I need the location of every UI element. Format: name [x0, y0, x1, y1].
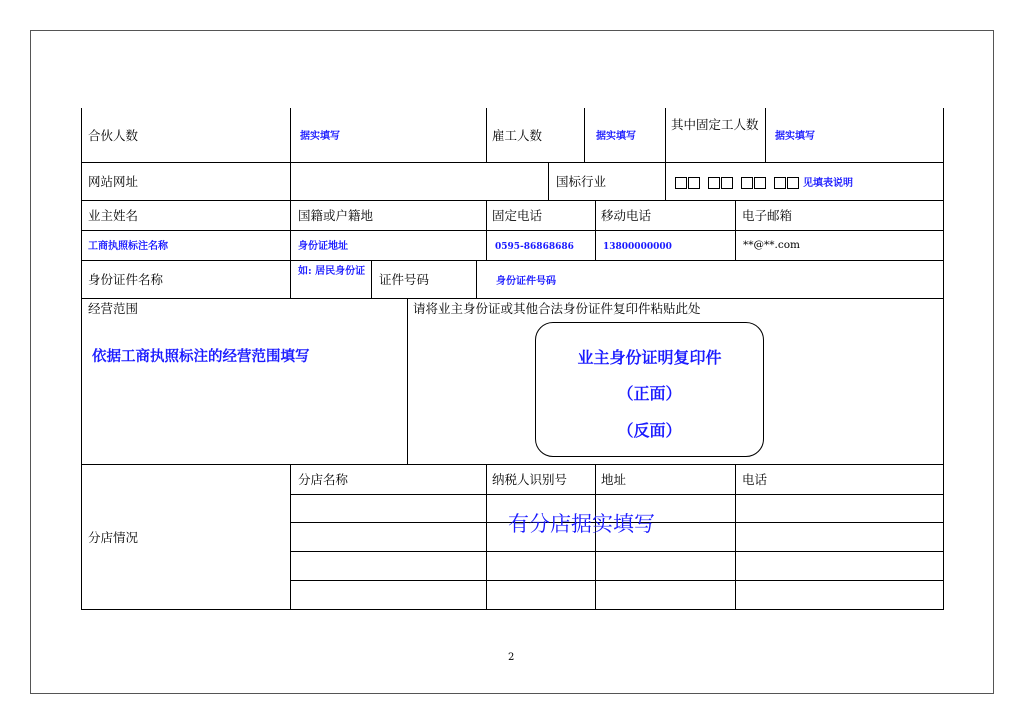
owner-name-label: 业主姓名 [88, 208, 139, 223]
employees-label: 雇工人数 [492, 128, 543, 143]
scope-label: 经营范围 [88, 301, 139, 316]
email-label: 电子邮箱 [742, 208, 793, 223]
landline-value: 0595-86868686 [495, 242, 574, 252]
industry-label: 国标行业 [556, 174, 607, 189]
nationality-value: 身份证地址 [298, 241, 348, 252]
email-value: **@**.com [743, 239, 800, 251]
id-number-label: 证件号码 [379, 272, 430, 287]
code-box-group [774, 175, 800, 189]
mobile-value: 13800000000 [603, 242, 672, 252]
branch-note: 有分店据实填写 [508, 512, 655, 536]
branch-phone-header: 电话 [742, 472, 768, 487]
fixed-employees-label: 其中固定工人数 [671, 117, 759, 132]
landline-label: 固定电话 [492, 208, 543, 223]
nationality-label: 国籍或户籍地 [298, 208, 374, 223]
id-copy-back: （反面） [617, 421, 682, 440]
id-copy-title: 业主身份证明复印件 [577, 348, 722, 367]
id-doc-label: 身份证件名称 [88, 272, 164, 287]
id-copy-placeholder [535, 322, 764, 457]
industry-code-boxes [675, 175, 853, 191]
website-label: 网站网址 [88, 174, 139, 189]
id-number-value: 身份证件号码 [496, 276, 556, 287]
paste-instruction: 请将业主身份证或其他合法身份证件复印件粘贴此处 [413, 301, 701, 316]
code-box-group [675, 175, 701, 189]
industry-note: 见填表说明 [803, 178, 853, 189]
id-doc-value: 如: 居民身份证 [298, 266, 366, 277]
branch-name-header: 分店名称 [298, 472, 349, 487]
employees-value: 据实填写 [596, 131, 636, 142]
code-box-group [708, 175, 734, 189]
partners-label: 合伙人数 [88, 128, 139, 143]
mobile-label: 移动电话 [601, 208, 652, 223]
branch-tax-header: 纳税人识别号 [492, 472, 568, 487]
code-box-group [741, 175, 767, 189]
scope-value: 依据工商执照标注的经营范围填写 [92, 348, 310, 365]
owner-name-value: 工商执照标注名称 [88, 241, 168, 252]
branch-label: 分店情况 [88, 530, 139, 545]
branch-address-header: 地址 [601, 472, 627, 487]
page-number: 2 [508, 652, 515, 663]
partners-value: 据实填写 [300, 131, 340, 142]
fixed-employees-value: 据实填写 [775, 131, 815, 142]
id-copy-front: （正面） [617, 384, 682, 403]
